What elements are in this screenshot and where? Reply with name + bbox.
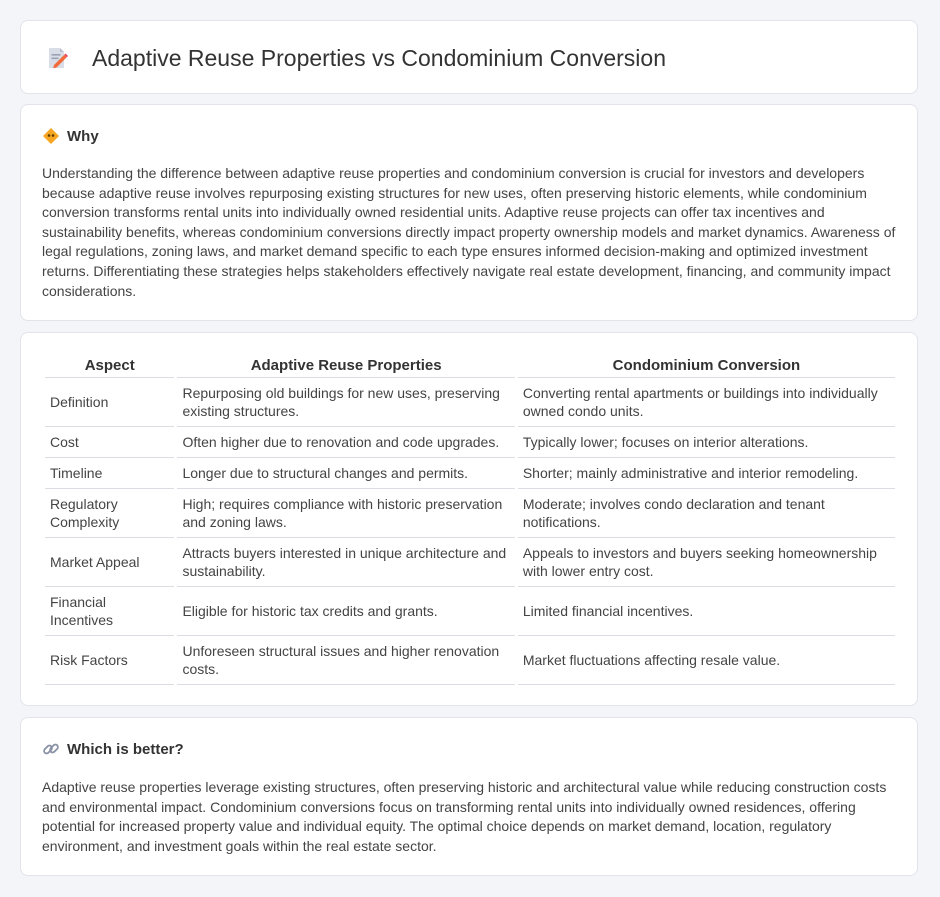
header-condo-conversion: Condominium Conversion (518, 353, 895, 378)
why-heading: Why (67, 127, 99, 145)
condo-conversion-cell: Typically lower; focuses on interior alterations. (518, 427, 895, 458)
comparison-table (42, 353, 898, 685)
why-section (20, 104, 918, 321)
document-edit-icon (45, 46, 69, 70)
adaptive-reuse-cell: Attracts buyers interested in unique architecture and sustainability. (177, 538, 514, 587)
table-row (45, 458, 895, 489)
table-row (45, 378, 895, 427)
aspect-cell: Risk Factors (45, 636, 174, 685)
which-is-better-section (20, 717, 918, 876)
diamond-sign-icon (42, 127, 60, 145)
comparison-section (20, 332, 918, 706)
condo-conversion-cell: Limited financial incentives. (518, 587, 895, 636)
table-row (45, 636, 895, 685)
page-title: Adaptive Reuse Properties vs Condominium Conversion (92, 45, 667, 71)
better-header (42, 740, 184, 758)
adaptive-reuse-cell: Often higher due to renovation and code upgrades. (177, 427, 514, 458)
condo-conversion-cell: Moderate; involves condo declaration and tenant notifications. (518, 489, 895, 538)
better-text: Adaptive reuse properties leverage existing structures, often preserving historic and architectural value while reducing construction costs and environmental impact. Condominium conversions focus on transforming rental units into individually owned residences, offering potential for increased property value and individual equity. The optimal choice depends on market demand, location, regulatory environment, and investment goals within the real estate sector. (42, 779, 887, 854)
aspect-cell: Regulatory Complexity (45, 489, 174, 538)
aspect-cell: Financial Incentives (45, 587, 174, 636)
table-row (45, 587, 895, 636)
header-aspect: Aspect (45, 353, 174, 378)
adaptive-reuse-cell: Longer due to structural changes and permits. (177, 458, 514, 489)
condo-conversion-cell: Converting rental apartments or buildings into individually owned condo units. (518, 378, 895, 427)
adaptive-reuse-cell: Eligible for historic tax credits and grants. (177, 587, 514, 636)
aspect-cell: Cost (45, 427, 174, 458)
table-row (45, 427, 895, 458)
condo-conversion-cell: Shorter; mainly administrative and interior remodeling. (518, 458, 895, 489)
title-card (20, 20, 918, 94)
why-text: Understanding the difference between adaptive reuse properties and condominium conversion is crucial for investors and developers because adaptive reuse involves repurposing existing structures for new uses, often preserving historic elements, while condominium conversion transforms rental units into individually owned residential units. Adaptive reuse projects can offer tax incentives and sustainability benefits, whereas condominium conversions directly impact property ownership models and market dynamics. Awareness of legal regulations, zoning laws, and market demand specific to each type ensures informed decision-making and optimized investment returns. Differentiating these strategies helps stakeholders effectively navigate real estate development, financing, and community impact considerations. (42, 165, 896, 299)
better-heading: Which is better? (67, 740, 184, 758)
link-icon (42, 740, 60, 758)
aspect-cell: Definition (45, 378, 174, 427)
header-adaptive-reuse: Adaptive Reuse Properties (177, 353, 514, 378)
adaptive-reuse-cell: High; requires compliance with historic preservation and zoning laws. (177, 489, 514, 538)
adaptive-reuse-cell: Unforeseen structural issues and higher renovation costs. (177, 636, 514, 685)
table-row (45, 489, 895, 538)
table-header-row (45, 353, 895, 378)
adaptive-reuse-cell: Repurposing old buildings for new uses, preserving existing structures. (177, 378, 514, 427)
aspect-cell: Market Appeal (45, 538, 174, 587)
why-header (42, 127, 99, 145)
condo-conversion-cell: Appeals to investors and buyers seeking homeownership with lower entry cost. (518, 538, 895, 587)
table-row (45, 538, 895, 587)
condo-conversion-cell: Market fluctuations affecting resale value. (518, 636, 895, 685)
aspect-cell: Timeline (45, 458, 174, 489)
